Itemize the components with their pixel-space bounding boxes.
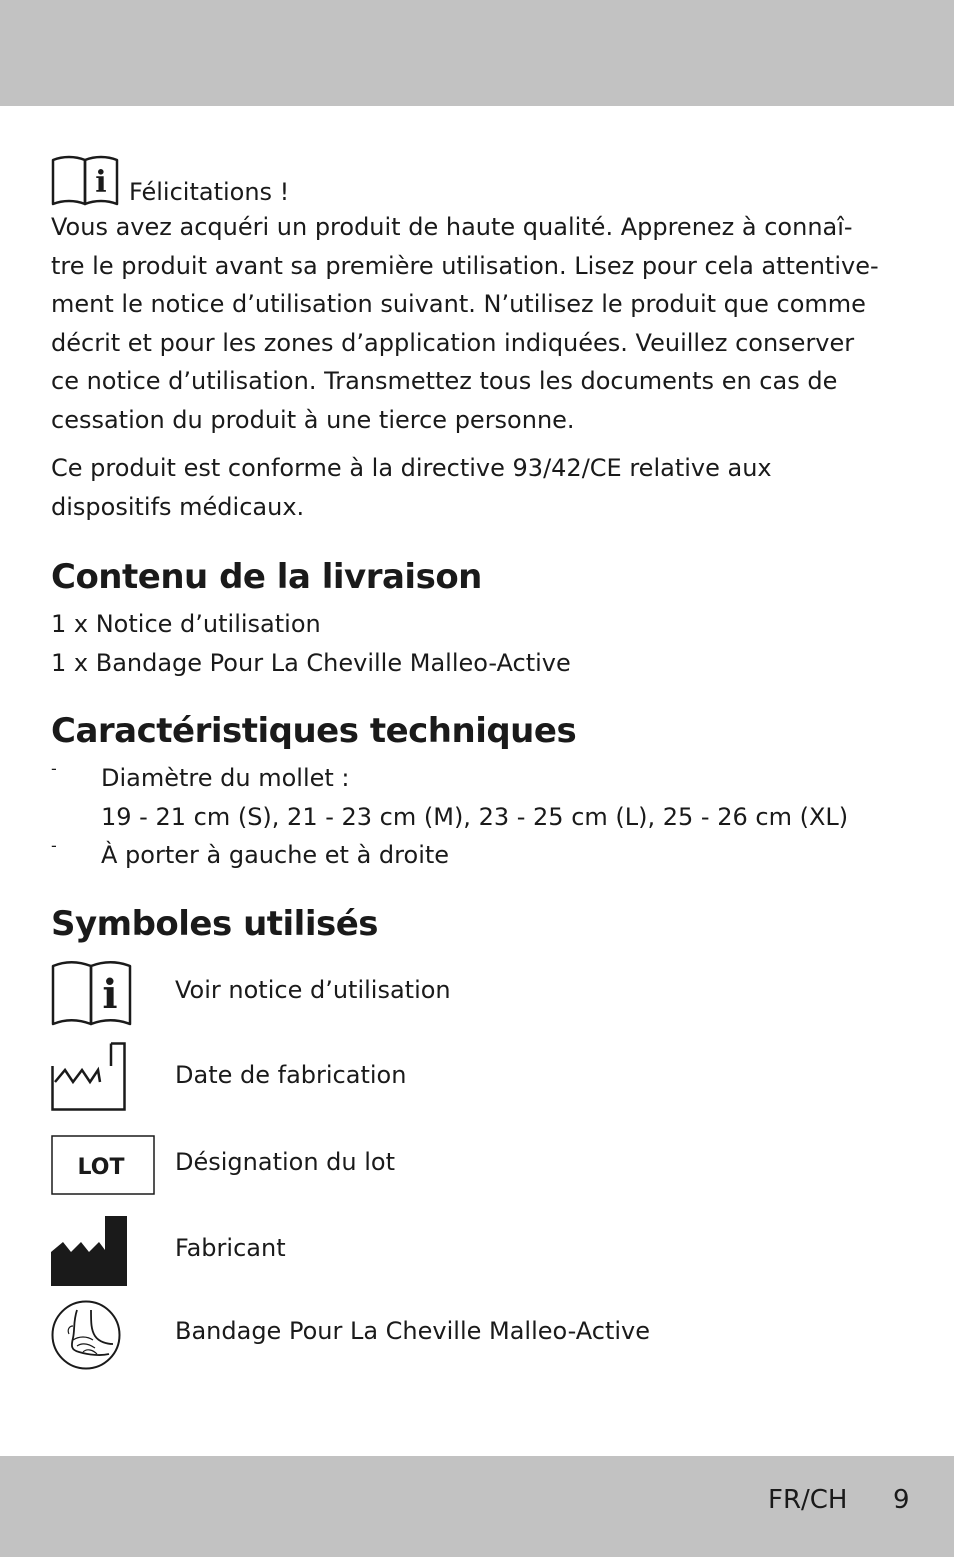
manufacturer-icon [51, 1216, 127, 1286]
lot-icon [51, 1135, 155, 1197]
header-band [0, 0, 954, 106]
ankle-bandage-icon [51, 1300, 123, 1372]
instruction-book-icon [51, 154, 121, 206]
symbol-label: Voir notice d’utilisation [175, 976, 451, 1004]
symbols-heading: Symboles utilisés [51, 903, 379, 944]
symbol-row [51, 1135, 911, 1215]
instruction-book-icon [51, 958, 133, 1028]
intro-paragraph-line: tre le produit avant sa première utilisation. Lisez pour cela attentive- [51, 251, 879, 280]
symbol-label: Date de fabrication [175, 1061, 407, 1089]
symbol-label: Bandage Pour La Cheville Malleo-Active [175, 1317, 651, 1345]
intro-paragraph-line: ment le notice d’utilisation suivant. N’utilisez le produit que comme [51, 290, 866, 318]
svg-text:i: i [102, 971, 118, 1018]
intro-paragraph-line: ce notice d’utilisation. Transmettez tous les documents en cas de [51, 367, 838, 395]
delivery-contents-heading: Contenu de la livraison [51, 557, 482, 597]
symbol-row [51, 1216, 911, 1296]
conformity-paragraph [51, 449, 911, 526]
delivery-item: 1 x Bandage Pour La Cheville Malleo-Active [51, 648, 571, 677]
list-dash: - [51, 759, 57, 778]
intro-paragraph-line: Vous avez acquéri un produit de haute qualité. Apprenez à connaî- [51, 213, 853, 241]
spec-item [51, 836, 911, 875]
svg-text:i: i [95, 165, 107, 200]
page-number: 9 [893, 1485, 910, 1515]
intro-header [51, 150, 911, 206]
conformity-line: Ce produit est conforme à la directive 93/42/CE relative aux [51, 454, 772, 482]
lot-icon-text: LOT [77, 1155, 125, 1180]
page-content [51, 150, 911, 945]
spec-line: 19 - 21 cm (S), 21 - 23 cm (M), 23 - 25 cm (L), 25 - 26 cm (XL) [101, 802, 849, 831]
symbol-label: Fabricant [175, 1234, 286, 1262]
spec-line: À porter à gauche et à droite [101, 841, 450, 869]
list-dash: - [51, 836, 57, 855]
symbol-row [51, 1300, 911, 1380]
intro-paragraph-line: cessation du produit à une tierce personne. [51, 405, 575, 434]
intro-paragraph-line: décrit et pour les zones d’application indiquées. Veuillez conserver [51, 328, 855, 357]
spec-line: Diamètre du mollet : [101, 764, 350, 792]
footer-locale: FR/CH [768, 1485, 848, 1515]
technical-specs-list [51, 759, 911, 875]
delivery-item: 1 x Notice d’utilisation [51, 610, 321, 638]
technical-specs-heading: Caractéristiques techniques [51, 711, 577, 751]
intro-paragraph [51, 208, 911, 439]
manufacture-date-icon [51, 1042, 127, 1112]
conformity-line: dispositifs médicaux. [51, 492, 305, 521]
delivery-contents-list [51, 605, 911, 682]
intro-title: Félicitations ! [129, 178, 290, 206]
symbol-row [51, 1042, 911, 1122]
symbol-row [51, 958, 911, 1038]
symbol-label: Désignation du lot [175, 1148, 396, 1176]
symbols-list [51, 958, 911, 1378]
spec-item [51, 759, 911, 836]
